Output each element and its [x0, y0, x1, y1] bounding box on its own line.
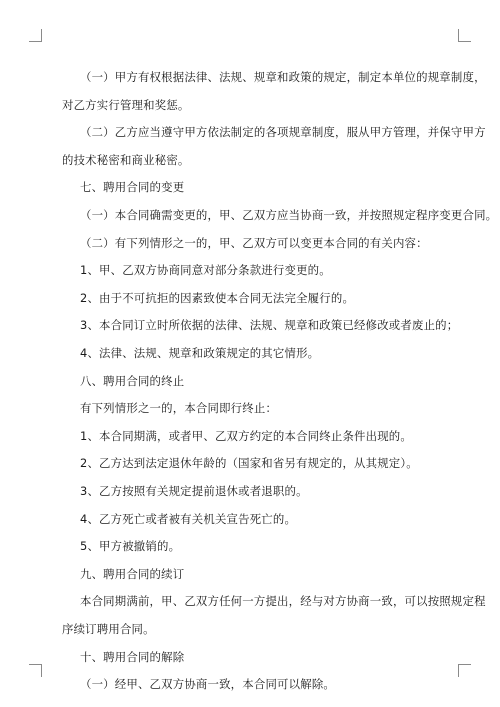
section-heading: 八、聘用合同的终止 — [80, 374, 185, 388]
paragraph-line: 有下列情形之一的，本合同即行终止： — [80, 401, 278, 415]
paragraph-line: 序续订聘用合同。 — [62, 622, 155, 636]
section-heading: 九、聘用合同的续订 — [80, 567, 185, 581]
list-item: 2、乙方达到法定退休年龄的（国家和省另有规定的，从其规定）。 — [80, 456, 418, 470]
list-item: 4、法律、法规、规章和政策规定的其它情形。 — [80, 346, 320, 360]
crop-mark-bottom-right — [458, 664, 471, 677]
paragraph-line: （一）本合同确需变更的，甲、乙双方应当协商一致，并按照规定程序变更合同。 — [80, 208, 498, 222]
paragraph-line: （一）经甲、乙双方协商一致，本合同可以解除。 — [80, 677, 335, 691]
crop-mark-top-right — [458, 29, 471, 42]
list-item: 5、甲方被撤销的。 — [80, 539, 181, 553]
paragraph-line: （一）甲方有权根据法律、法规、规章和政策的规定，制定本单位的规章制度， — [80, 70, 486, 84]
list-item: 1、本合同期满，或者甲、乙双方约定的本合同终止条件出现的。 — [80, 429, 412, 443]
list-item: 3、本合同订立时所依据的法律、法规、规章和政策已经修改或者废止的； — [80, 318, 459, 332]
section-heading: 十、聘用合同的解除 — [80, 650, 185, 664]
crop-mark-top-left — [29, 29, 42, 42]
list-item: 1、甲、乙双方协商同意对部分条款进行变更的。 — [80, 263, 331, 277]
crop-mark-bottom-left — [29, 664, 42, 677]
paragraph-line: （二）有下列情形之一的，甲、乙双方可以变更本合同的有关内容： — [80, 236, 428, 250]
section-heading: 七、聘用合同的变更 — [80, 180, 185, 194]
paragraph-line: 对乙方实行管理和奖惩。 — [62, 98, 190, 112]
paragraph-line: （二）乙方应当遵守甲方依法制定的各项规章制度，服从甲方管理，并保守甲方 — [80, 125, 486, 139]
list-item: 2、由于不可抗拒的因素致使本合同无法完全履行的。 — [80, 291, 355, 305]
paragraph-line: 的技术秘密和商业秘密。 — [62, 153, 190, 167]
list-item: 4、乙方死亡或者被有关机关宣告死亡的。 — [80, 512, 297, 526]
list-item: 3、乙方按照有关规定提前退休或者退职的。 — [80, 484, 308, 498]
paragraph-line: 本合同期满前，甲、乙双方任何一方提出，经与对方协商一致，可以按照规定程 — [80, 594, 486, 608]
